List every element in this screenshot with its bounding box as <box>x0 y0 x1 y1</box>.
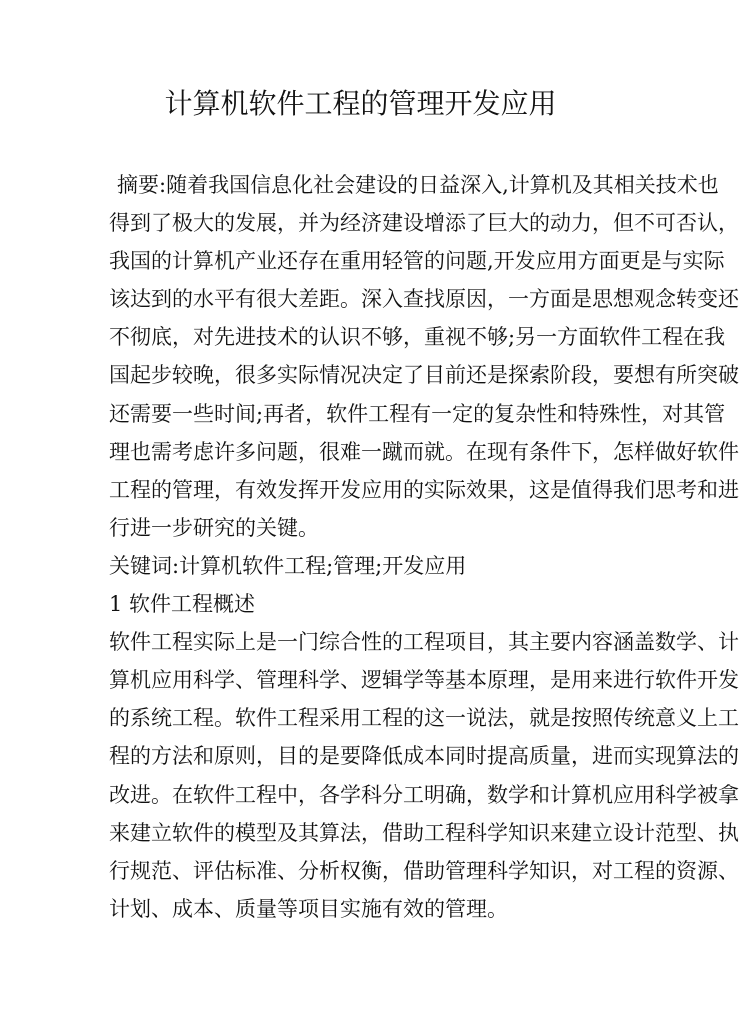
paragraph-line: 程的方法和原则，目的是要降低成本同时提高质量，进而实现算法的 <box>109 744 739 769</box>
paragraph-line: 计划、成本、质量等项目实施有效的管理。 <box>109 896 508 921</box>
paragraph-line: 来建立软件的模型及其算法，借助工程科学知识来建立设计范型、执 <box>109 820 739 845</box>
abstract-line: 理也需考虑许多问题，很难一蹴而就。在现有条件下，怎样做好软件 <box>109 439 739 464</box>
abstract-line: 我国的计算机产业还存在重用轻管的问题,开发应用方面更是与实际 <box>109 249 725 274</box>
abstract-line: 工程的管理，有效发挥开发应用的实际效果，这是值得我们思考和进 <box>109 477 739 502</box>
abstract-line: 得到了极大的发展，并为经济建设增添了巨大的动力，但不可否认， <box>109 211 739 236</box>
paragraph-line: 的系统工程。软件工程采用工程的这一说法，就是按照传统意义上工 <box>109 706 739 731</box>
section-paragraph <box>109 623 739 928</box>
abstract-line: 不彻底，对先进技术的认识不够，重视不够;另一方面软件工程在我 <box>109 325 726 350</box>
document-title: 计算机软件工程的管理开发应用 <box>164 87 557 120</box>
document-body <box>109 166 739 928</box>
abstract-line: 行进一步研究的关键。 <box>109 515 319 540</box>
abstract <box>109 166 739 547</box>
paragraph-line: 软件工程实际上是一门综合性的工程项目，其主要内容涵盖数学、计 <box>109 630 739 655</box>
abstract-line: 国起步较晚，很多实际情况决定了目前还是探索阶段，要想有所突破 <box>109 363 739 388</box>
paragraph-line: 算机应用科学、管理科学、逻辑学等基本原理，是用来进行软件开发 <box>109 668 739 693</box>
abstract-line: 摘要:随着我国信息化社会建设的日益深入,计算机及其相关技术也 <box>117 173 719 197</box>
paragraph-line: 行规范、评估标准、分析权衡，借助管理科学知识，对工程的资源、 <box>109 858 739 883</box>
keywords: 关键词:计算机软件工程;管理;开发应用 <box>109 553 467 578</box>
paragraph-line: 改进。在软件工程中，各学科分工明确，数学和计算机应用科学被拿 <box>109 782 739 807</box>
abstract-line: 该达到的水平有很大差距。深入查找原因，一方面是思想观念转变还 <box>109 287 739 312</box>
section-heading: 1 软件工程概述 <box>109 592 256 617</box>
abstract-line: 还需要一些时间;再者，软件工程有一定的复杂性和特殊性，对其管 <box>109 401 726 426</box>
